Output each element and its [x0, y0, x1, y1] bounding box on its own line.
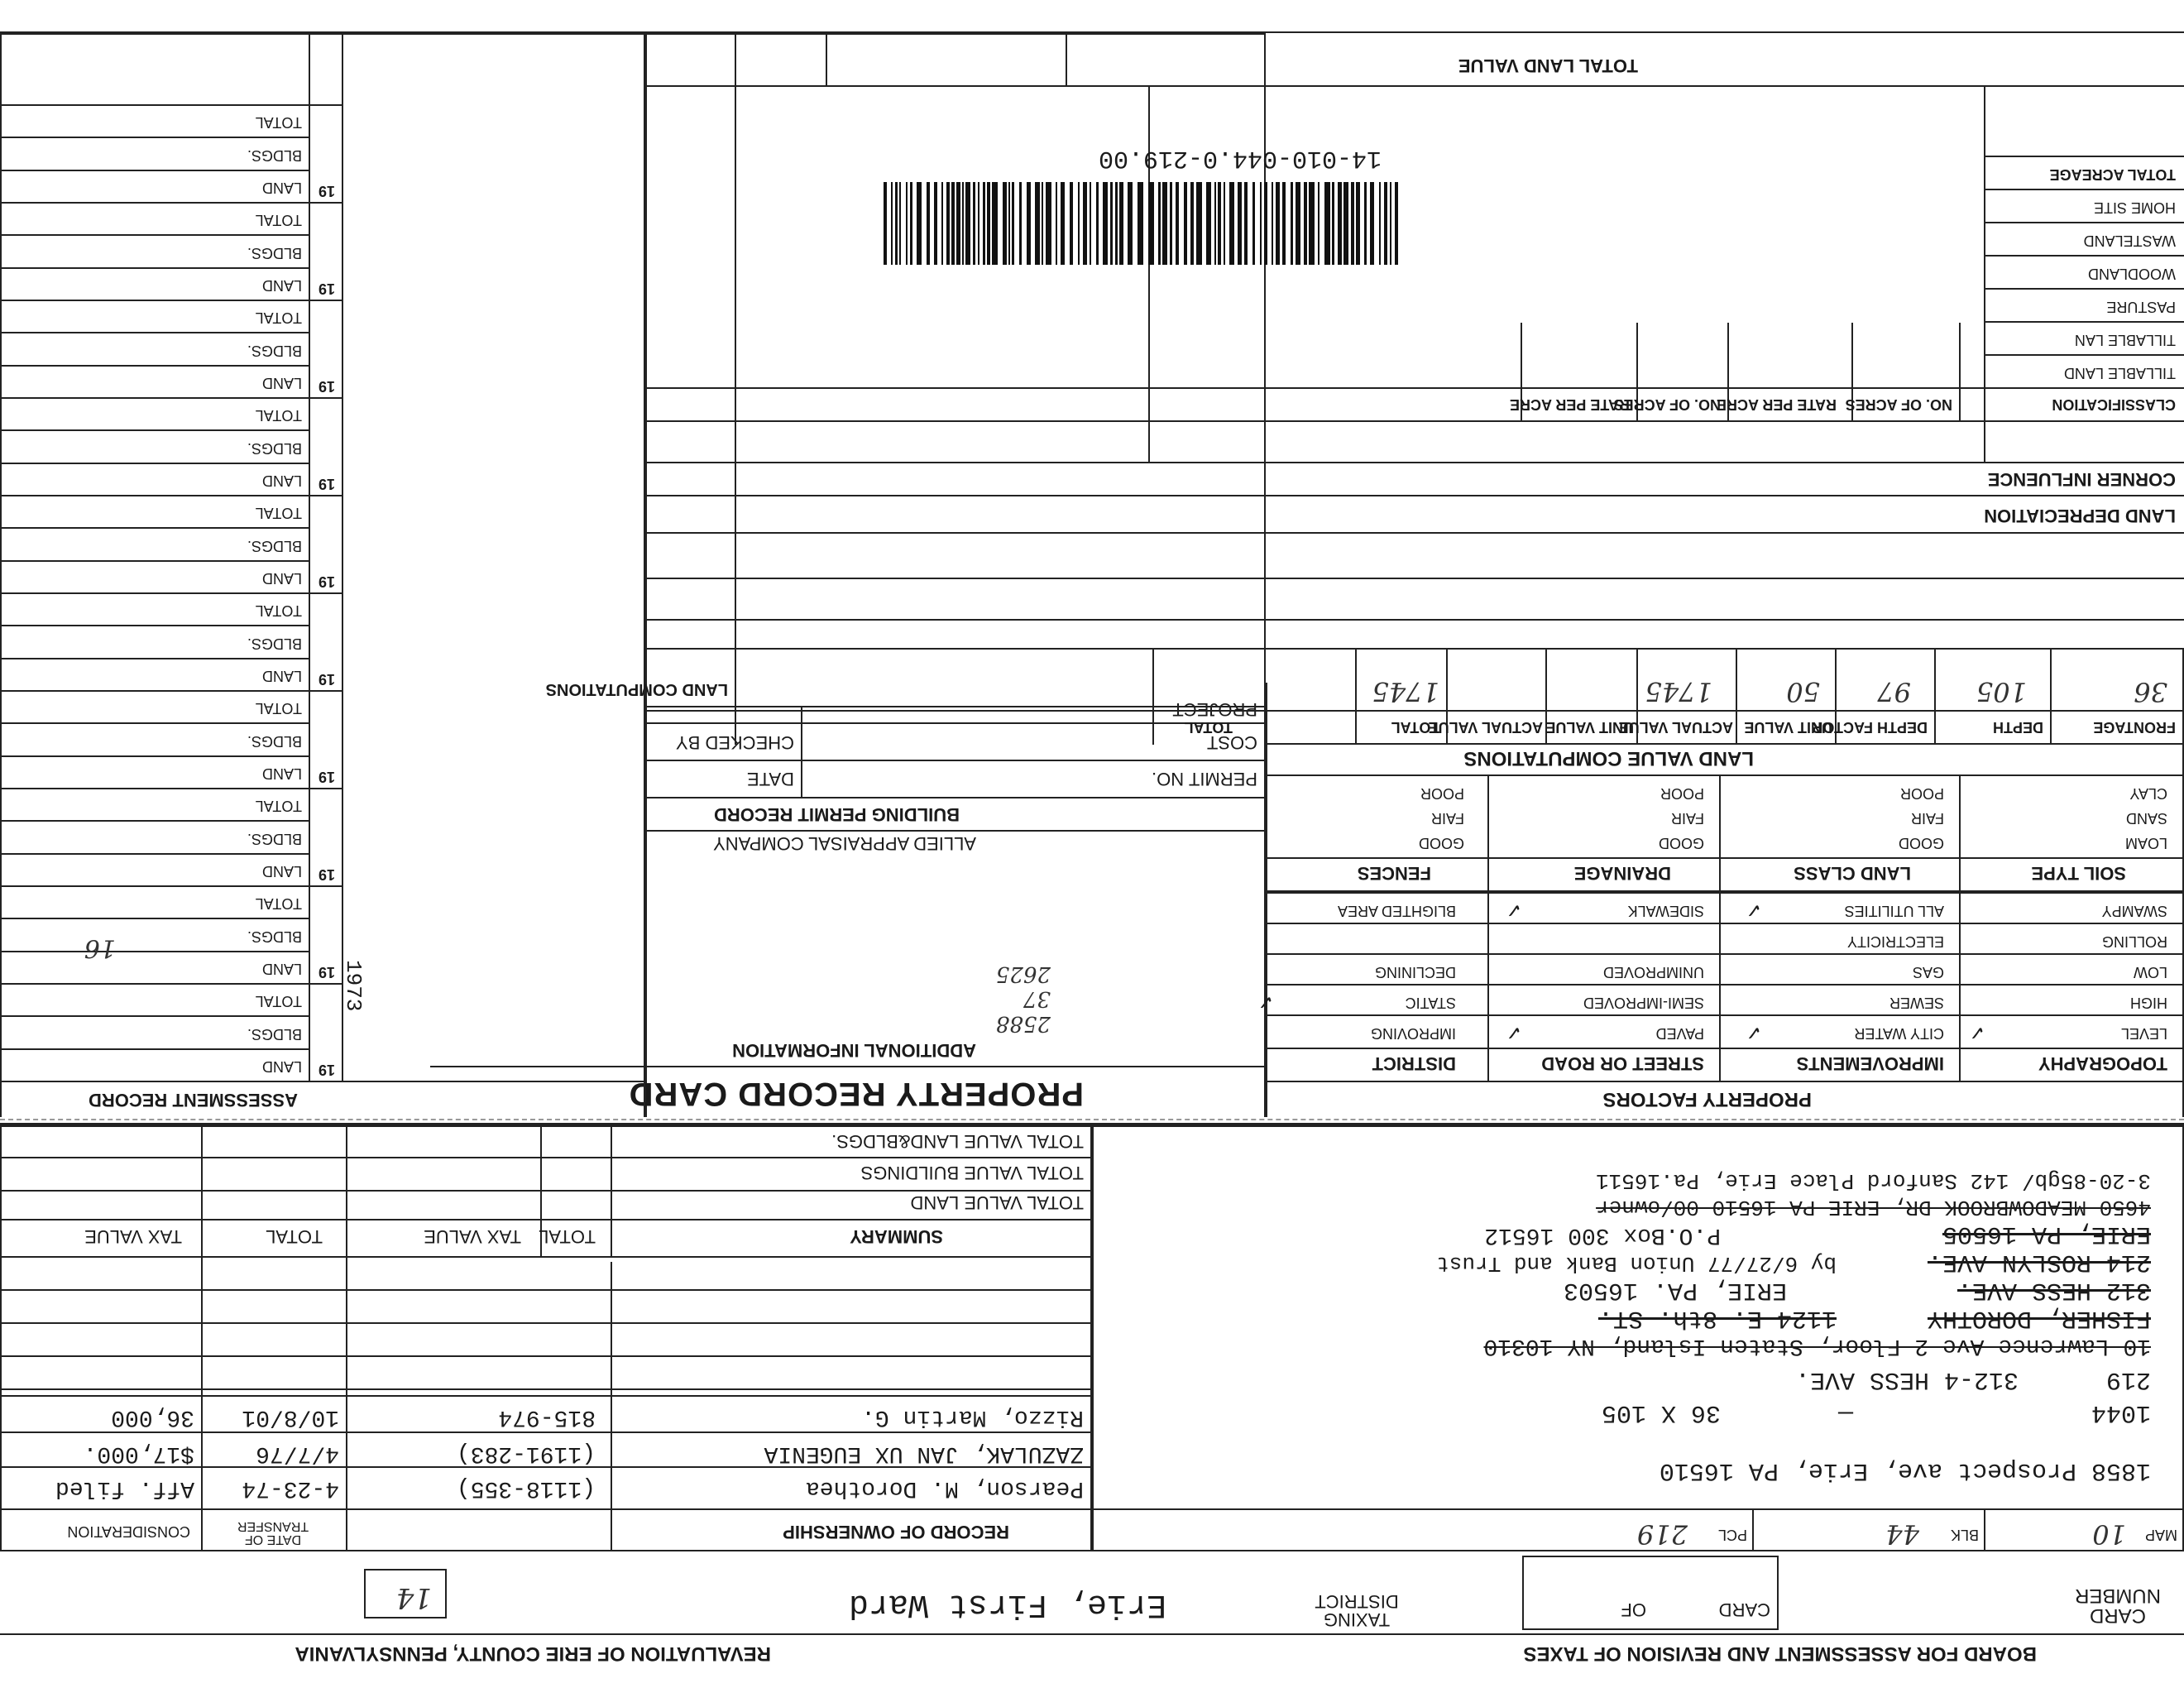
- barcode-bar: [973, 182, 975, 265]
- lv-header: UNIT VALUE: [1545, 719, 1634, 736]
- assessment-year-prefix: 19: [318, 573, 335, 590]
- owner-transfer-date: 4/7/76: [256, 1441, 339, 1466]
- assessment-year-prefix: 19: [318, 671, 335, 688]
- lv-header: ACTUAL VALUE: [1428, 719, 1543, 736]
- barcode-bar: [1078, 182, 1080, 265]
- lv-header: DEPTH FACTOR: [1812, 719, 1928, 736]
- barcode-bar: [1115, 182, 1118, 265]
- barcode-bar: [1332, 182, 1334, 265]
- soil-header-soil-type: SOIL TYPE: [2031, 863, 2126, 884]
- check-mark-icon: ✓: [1968, 1021, 1985, 1044]
- assessment-year-prefix: 19: [318, 183, 335, 199]
- soil-type-item: CLAY: [2129, 785, 2167, 802]
- barcode-bar: [1138, 182, 1143, 265]
- barcode-bar: [1119, 182, 1123, 265]
- taxing-district-value: Erie, First Ward: [848, 1585, 1166, 1623]
- pf-street-item: UNIMPROVED: [1602, 964, 1704, 981]
- pf-header-improvements: IMPROVEMENTS: [1796, 1053, 1944, 1074]
- barcode-bar: [895, 182, 898, 265]
- assessment-year-prefix: 19: [318, 281, 335, 297]
- barcode-bar: [1190, 182, 1194, 265]
- barcode-bar: [1008, 182, 1010, 265]
- barcode-bar: [1395, 182, 1398, 265]
- barcode-bar: [891, 182, 893, 265]
- lv-value: 36: [2134, 676, 2167, 707]
- class-row-label: WOODLAND: [2087, 266, 2176, 282]
- owner-deed-ref: (1191-283): [456, 1441, 596, 1466]
- additional-info-title: ADDITIONAL INFORMATION: [732, 1040, 976, 1061]
- blk-label: BLK: [1950, 1527, 1979, 1543]
- ownership-title: RECORD OF OWNERSHIP: [783, 1522, 1009, 1542]
- barcode-bar: [1184, 182, 1187, 265]
- assessment-row-label: LAND: [261, 180, 302, 196]
- assessment-row-label: TOTAL: [255, 309, 302, 327]
- barcode-bar: [1370, 182, 1374, 265]
- assessment-row-label: BLDGS.: [247, 830, 302, 847]
- barcode-bar: [1090, 182, 1091, 265]
- barcode-bar: [978, 182, 979, 265]
- assessment-row-label: TOTAL: [255, 602, 302, 620]
- address-line5-a: FISHER, DOROTHY: [1927, 1304, 2151, 1332]
- summary-total-header: TOTAL: [539, 1226, 596, 1247]
- assessment-hand-note: 16: [84, 933, 116, 962]
- barcode-bar: [1214, 182, 1216, 265]
- barcode-bar: [1264, 182, 1267, 265]
- assessment-year-prefix: 19: [318, 964, 335, 981]
- barcode-bar: [1282, 182, 1286, 265]
- barcode-bar: [946, 182, 950, 265]
- pf-topography-item: SWAMPY: [2101, 903, 2167, 919]
- assessment-row-label: BLDGS.: [247, 342, 302, 359]
- lv-value: 97: [1877, 676, 1911, 707]
- barcode-bar: [1176, 182, 1179, 265]
- total-land-value-label: TOTAL LAND VALUE: [1458, 55, 1638, 76]
- barcode-bar: [1364, 182, 1367, 265]
- class-row-label: TILLABLE LAN: [2074, 332, 2176, 348]
- check-mark-icon: ✓: [1745, 899, 1762, 922]
- barcode-bar: [1196, 182, 1202, 265]
- address-line2-dims: 36 X 105: [1601, 1398, 1721, 1427]
- barcode-bar: [1070, 182, 1073, 265]
- permit-checked-label: CHECKED BY: [675, 732, 794, 753]
- address-line10: 3-20-85gb/ 142 Sanford Place Erie, Pa.16511: [1596, 1168, 2151, 1193]
- address-line4: 10 Lawrence Ave 2 Floor, Staten Island, NY 10310: [1483, 1333, 2151, 1359]
- barcode-bar: [1218, 182, 1221, 265]
- barcode-bar: [1309, 182, 1315, 265]
- barcode-bar: [1083, 182, 1087, 265]
- address-line6-a: 312 HESS AVE.: [1956, 1276, 2151, 1304]
- barcode-bar: [910, 182, 912, 265]
- owner-consideration: Aff. filed: [55, 1475, 194, 1501]
- barcode-bar: [1027, 182, 1031, 265]
- check-mark-icon: ✓: [1257, 990, 1274, 1014]
- owner-consideration: 36,000: [111, 1404, 194, 1430]
- class-header: CLASSIFICATION: [2052, 396, 2176, 413]
- barcode-bar: [962, 182, 964, 265]
- owner-name: Rizzo, Martin G.: [861, 1404, 1084, 1430]
- barcode-bar: [1338, 182, 1342, 265]
- pf-header-street: STREET OR ROAD: [1541, 1053, 1704, 1074]
- lv-value: 1745: [1645, 676, 1712, 707]
- barcode-bar: [1343, 182, 1348, 265]
- soil-grade-item: GOOD: [1898, 835, 1944, 851]
- address-line1: 1858 Prospect ave, Erie, PA 16510: [1659, 1456, 2151, 1484]
- assessment-row-label: LAND: [261, 375, 302, 391]
- barcode-bar: [1244, 182, 1248, 265]
- pf-improvements-item: ALL UTILITIES: [1844, 903, 1944, 919]
- assessment-row-label: BLDGS.: [247, 635, 302, 652]
- barcode-bar: [1272, 182, 1273, 265]
- summary-title: SUMMARY: [850, 1226, 943, 1247]
- barcode-bar: [987, 182, 990, 265]
- class-row-label: WASTELAND: [2083, 233, 2176, 249]
- barcode-bar: [1056, 182, 1057, 265]
- consideration-header: CONSIDERATION: [67, 1523, 190, 1540]
- assessment-row-label: BLDGS.: [247, 146, 302, 164]
- barcode-bar: [1103, 182, 1108, 265]
- class-header: RATE PER ACRE: [1509, 396, 1630, 413]
- permit-no-label: PERMIT NO.: [1152, 769, 1257, 789]
- barcode-bar: [1042, 182, 1043, 265]
- blk-value: 44: [1885, 1518, 1919, 1550]
- soil-grade-item: FAIR: [1430, 810, 1464, 827]
- pf-improvements-item: ELECTRICITY: [1846, 933, 1944, 950]
- soil-header-drainage: DRAINAGE: [1573, 863, 1671, 884]
- barcode-bar: [899, 182, 901, 265]
- barcode-bar: [1096, 182, 1099, 265]
- land-depreciation-label: LAND DEPRECIATION: [1984, 506, 2176, 526]
- barcode-bar: [1260, 182, 1262, 265]
- soil-type-item: SAND: [2125, 810, 2167, 827]
- barcode-bar: [1162, 182, 1167, 265]
- pf-improvements-item: SEWER: [1889, 995, 1944, 1011]
- divider: [0, 1123, 2184, 1125]
- assessment-row-label: LAND: [261, 961, 302, 977]
- barcode-bar: [1324, 182, 1330, 265]
- allied-appraisal: ALLIED APPRAISAL COMPANY: [713, 833, 976, 854]
- assessment-row-label: TOTAL: [255, 895, 302, 913]
- lv-header: TOTAL: [1391, 719, 1439, 736]
- permit-project-label: PROJECT: [1172, 699, 1257, 720]
- owner-deed-ref: (1118-355): [456, 1475, 596, 1501]
- address-line8-a: ERIE, PA 16505: [1942, 1220, 2151, 1248]
- class-row-label: HOME SITE: [2093, 199, 2176, 216]
- address-line8-b: P.O.Box 300 16512: [1484, 1222, 1721, 1248]
- barcode-bar: [1318, 182, 1320, 265]
- assessment-row-label: BLDGS.: [247, 537, 302, 554]
- assessment-row-label: BLDGS.: [247, 439, 302, 457]
- barcode-bar: [1046, 182, 1051, 265]
- soil-header-land-class: LAND CLASS: [1794, 863, 1911, 884]
- barcode-bar: [956, 182, 960, 265]
- soil-type-item: LOAM: [2124, 835, 2167, 851]
- barcode-bar: [1291, 182, 1293, 265]
- ward-box-value: 14: [395, 1581, 432, 1614]
- assessment-year-prefix: 19: [318, 378, 335, 395]
- owner-consideration: $17,000.: [83, 1441, 194, 1466]
- taxing-district-label: TAXING DISTRICT: [1315, 1591, 1399, 1630]
- map-label: MAP: [2144, 1527, 2177, 1543]
- class-row-label: TILLABLE LAND: [2063, 365, 2176, 381]
- lv-header: UNIT VALUE: [1744, 719, 1832, 736]
- assessment-row-label: TOTAL: [255, 505, 302, 522]
- owner-deed-ref: 815-974: [498, 1404, 596, 1430]
- assessment-row-label: LAND: [261, 1058, 302, 1075]
- address-line2-num: 1044: [2091, 1398, 2151, 1427]
- card-number-label: CARD NUMBER: [2075, 1585, 2162, 1627]
- soil-grade-item: GOOD: [1658, 835, 1704, 851]
- barcode-bar: [1384, 182, 1387, 265]
- address-line9: 4650 MEADOWBROOK DR, ERIE PA 16510 00/owner: [1596, 1195, 2151, 1220]
- pf-street-item: SIDEWALK: [1627, 903, 1704, 919]
- assessment-year-prefix: 19: [318, 476, 335, 492]
- assessment-row-label: LAND: [261, 570, 302, 587]
- barcode-bar: [1061, 182, 1065, 265]
- barcode-bar: [884, 182, 887, 265]
- property-factors-title: PROPERTY FACTORS: [1602, 1088, 1812, 1110]
- lv-value: 1745: [1372, 676, 1439, 707]
- check-mark-icon: ✓: [1505, 899, 1522, 922]
- additional-note-1: 2588: [995, 1011, 1051, 1036]
- assessment-row-label: LAND: [261, 668, 302, 684]
- barcode-bar: [934, 182, 937, 265]
- barcode-bar: [965, 182, 970, 265]
- barcode-bar: [1128, 182, 1133, 265]
- pf-header-topography: TOPOGRAPHY: [2038, 1053, 2167, 1074]
- pf-topography-item: HIGH: [2130, 995, 2167, 1011]
- summary-row-land-bldgs: TOTAL VALUE LAND&BLDGS.: [831, 1131, 1084, 1152]
- assessment-title: ASSESSMENT RECORD: [88, 1090, 298, 1110]
- permit-date-label: DATE: [746, 769, 794, 789]
- barcode-bar: [983, 182, 985, 265]
- assessment-row-label: TOTAL: [255, 798, 302, 815]
- address-line2-dash: —: [1837, 1398, 1853, 1427]
- barcode-bar: [1035, 182, 1040, 265]
- pf-improvements-item: CITY WATER: [1854, 1025, 1944, 1042]
- address-line5-b: 1124 E. 8th. ST.: [1597, 1304, 1837, 1332]
- owner-transfer-date: 4-23-74: [242, 1475, 339, 1501]
- barcode-bar: [1229, 182, 1234, 265]
- assessment-row-label: LAND: [261, 863, 302, 880]
- assessment-stamp-year: 1973: [341, 960, 366, 1012]
- owner-name: Pearson, M. Dorothea: [805, 1475, 1084, 1501]
- land-value-title: LAND VALUE COMPUTATIONS: [1463, 747, 1754, 770]
- pf-district-item: STATIC: [1405, 995, 1456, 1011]
- address-line6-b: ERIE, PA. 16503: [1563, 1276, 1787, 1304]
- barcode-bar: [917, 182, 922, 265]
- barcode-bar: [1158, 182, 1161, 265]
- pf-district-item: BLIGHTED AREA: [1337, 903, 1456, 919]
- barcode-bar: [992, 182, 998, 265]
- pf-street-item: SEMI-IMPROVED: [1583, 995, 1704, 1011]
- check-mark-icon: ✓: [1505, 1021, 1522, 1044]
- barcode-bar: [1296, 182, 1300, 265]
- pf-district-item: DECLINING: [1374, 964, 1456, 981]
- barcode-bar: [906, 182, 908, 265]
- barcode-bar: [1110, 182, 1113, 265]
- barcode-bar: [1012, 182, 1014, 265]
- owner-name: ZAZULAK, JAN UX EUGENIA: [764, 1441, 1084, 1466]
- date-of-transfer-header: DATE OF TRANSFER: [237, 1519, 309, 1547]
- assessment-year-prefix: 19: [318, 769, 335, 785]
- barcode-bar: [1356, 182, 1360, 265]
- lv-value: 50: [1786, 676, 1820, 707]
- barcode-bar: [1206, 182, 1211, 265]
- assessment-row-label: TOTAL: [255, 212, 302, 229]
- barcode-bar: [927, 182, 930, 265]
- map-value: 10: [2092, 1518, 2126, 1550]
- class-header: NO. OF ACRES: [1613, 396, 1721, 413]
- pf-topography-item: ROLLING: [2101, 933, 2167, 950]
- lv-header: ACTUAL VALUE: [1618, 719, 1733, 736]
- barcode-bar: [1379, 182, 1381, 265]
- of-label: OF: [1621, 1599, 1646, 1620]
- pf-topography-item: LEVEL: [2120, 1025, 2167, 1042]
- barcode-bar: [1170, 182, 1172, 265]
- card-label: CARD: [1718, 1599, 1770, 1620]
- barcode-bar: [1019, 182, 1022, 265]
- pf-street-item: PAVED: [1655, 1025, 1704, 1042]
- barcode-bar: [1238, 182, 1242, 265]
- address-line3-pcl: 219: [2105, 1365, 2151, 1393]
- card-title: PROPERTY RECORD CARD: [628, 1076, 1084, 1112]
- building-permit-title: BUILDING PERMIT RECORD: [714, 804, 960, 825]
- assessment-row-label: BLDGS.: [247, 732, 302, 750]
- corner-influence-label: CORNER INFLUENCE: [1987, 469, 2176, 490]
- barcode-bar: [951, 182, 955, 265]
- soil-header-fences: FENCES: [1357, 863, 1431, 884]
- lv-header: FRONTAGE: [2093, 719, 2176, 736]
- assessment-row-label: LAND: [261, 765, 302, 782]
- soil-grade-item: GOOD: [1418, 835, 1464, 851]
- class-header: NO. OF ACRES: [1845, 396, 1952, 413]
- address-line3-addr: 312-4 HESS AVE.: [1794, 1365, 2019, 1393]
- address-line7-a: 214 ROSLYN AVE.: [1927, 1248, 2151, 1276]
- class-header: RATE PER ACRE: [1716, 396, 1837, 413]
- barcode-bar: [1224, 182, 1225, 265]
- additional-note-3: 2625: [995, 961, 1051, 986]
- soil-grade-item: POOR: [1660, 785, 1704, 802]
- class-row-label: PASTURE: [2106, 299, 2176, 315]
- barcode-bar: [1390, 182, 1391, 265]
- header-left-title: REVALUATION OF ERIE COUNTY, PENNSYLVANIA: [295, 1642, 771, 1665]
- assessment-row-label: LAND: [261, 472, 302, 489]
- lv-header: TOTAL: [1184, 719, 1233, 736]
- assessment-row-label: TOTAL: [255, 114, 302, 132]
- soil-grade-item: POOR: [1420, 785, 1464, 802]
- soil-grade-item: FAIR: [1910, 810, 1944, 827]
- pcl-value: 219: [1636, 1518, 1688, 1550]
- assessment-row-label: LAND: [261, 277, 302, 294]
- assessment-row-label: BLDGS.: [247, 244, 302, 261]
- barcode-bar: [1003, 182, 1007, 265]
- barcode-bar: [1148, 182, 1154, 265]
- barcode-text: 14-010-044.0-219.00: [1098, 144, 1382, 172]
- summary-row-land: TOTAL VALUE LAND: [910, 1192, 1084, 1213]
- barcode-bar: [1252, 182, 1255, 265]
- pf-improvements-item: GAS: [1912, 964, 1944, 981]
- summary-row-buildings: TOTAL VALUE BUILDINGS: [860, 1163, 1084, 1183]
- address-line7-b: by 6/27/77 Union Bank and Trust: [1436, 1251, 1837, 1276]
- assessment-row-label: TOTAL: [255, 700, 302, 717]
- header-right-title: BOARD FOR ASSESSMENT AND REVISION OF TAXES: [1523, 1642, 2037, 1665]
- barcode-bar: [941, 182, 943, 265]
- barcode: [869, 182, 1398, 265]
- pf-topography-item: LOW: [2133, 964, 2167, 981]
- permit-cost-label: COST: [1206, 732, 1257, 753]
- summary-tax-value-header: TAX VALUE: [424, 1226, 521, 1247]
- divider: [0, 1633, 2184, 1635]
- assessment-year-prefix: 19: [318, 866, 335, 883]
- assessment-row-label: TOTAL: [255, 407, 302, 424]
- assessment-row-label: BLDGS.: [247, 1025, 302, 1043]
- assessment-row-label: BLDGS.: [247, 928, 302, 945]
- pf-district-item: IMPROVING: [1370, 1025, 1456, 1042]
- owner-transfer-date: 10/8/01: [242, 1404, 339, 1430]
- class-row-label: TOTAL ACREAGE: [2049, 166, 2176, 183]
- land-computations-title: LAND COMPUTATIONS: [545, 680, 728, 698]
- lv-header: DEPTH: [1992, 719, 2043, 736]
- additional-note-2: 37: [1023, 986, 1051, 1011]
- pf-header-district: DISTRICT: [1372, 1053, 1456, 1074]
- barcode-bar: [1276, 182, 1280, 265]
- barcode-bar: [1351, 182, 1354, 265]
- assessment-year-prefix: 19: [318, 1062, 335, 1078]
- lv-value: 105: [1976, 676, 2027, 707]
- summary-total-header-2: TOTAL: [266, 1226, 323, 1247]
- check-mark-icon: ✓: [1745, 1021, 1762, 1044]
- assessment-row-label: TOTAL: [255, 993, 302, 1010]
- summary-tax-value-header-2: TAX VALUE: [84, 1226, 182, 1247]
- pcl-label: PCL: [1717, 1527, 1747, 1543]
- soil-grade-item: POOR: [1899, 785, 1944, 802]
- barcode-bar: [1304, 182, 1307, 265]
- soil-grade-item: FAIR: [1670, 810, 1704, 827]
